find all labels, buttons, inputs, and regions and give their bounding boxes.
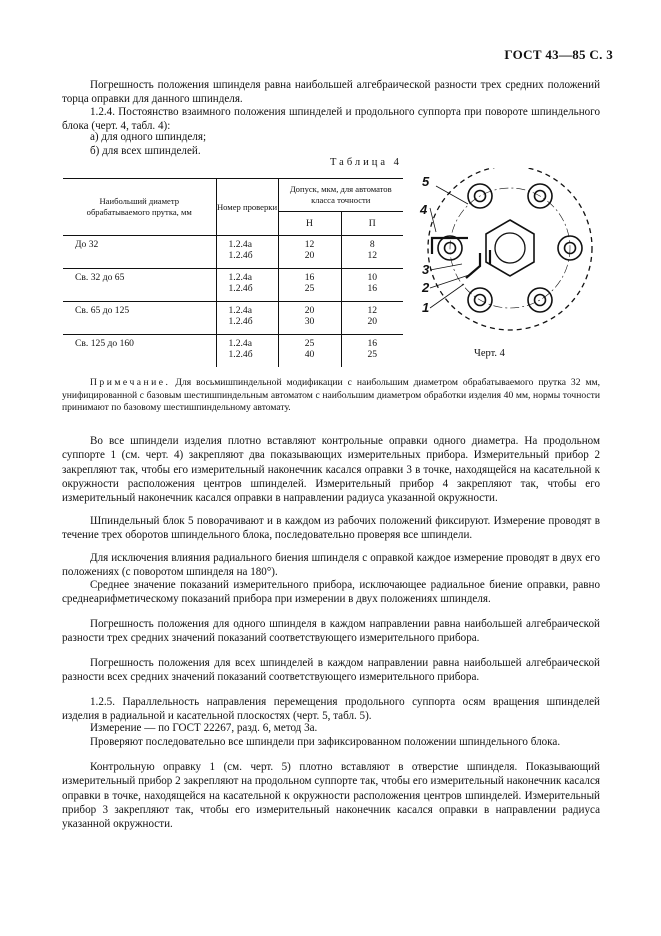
- spindle-block-circle: [428, 168, 592, 330]
- spindle-center-circle: [450, 188, 570, 308]
- figure-label-5: 5: [422, 174, 430, 189]
- header-diameter: Наибольший диаметр обрабатываемого прутка, мм: [63, 179, 216, 236]
- intro-paragraph-1: Погрешность положения шпинделя равна наибольшей алгебраической разности трех средних положений торца оправки для данного шпинделя.: [62, 79, 600, 106]
- cell-h: 16 25: [278, 269, 341, 302]
- header-tolerance: Допуск, мкм, для автоматов класса точности: [278, 179, 403, 212]
- body-paragraph-10: Контрольную оправку 1 (см. черт. 5) плотно вставляют в отверстие шпинделя. Показывающий измерительный прибор 2 закрепляют на продольном суппорте так, чтобы его измерительный наконечник касался оправки в точке, находящейся на касательной к окружности расположения центров шпинделей. Измерительный прибор 3 закрепляют так, чтобы его измерительный наконечник касался оправки в направлении радиуса указанной окружности.: [62, 761, 600, 831]
- note-paragraph: [62, 377, 600, 415]
- body-paragraph-1: Во все шпиндели изделия плотно вставляют контрольные оправки одного диаметра. На продольном суппорте 1 (см. черт. 4) закрепляют два показывающих измерительных прибора. Измерительный прибор 2 закрепляют так, чтобы его измерительный наконечник касался оправки 3 в точке, находящейся на касательной к окружности расположения центров шпинделей. Измерительный прибор 4 закрепляют так, чтобы его измерительный наконечник касался оправки в направлении радиуса указанной окружности.: [62, 435, 600, 505]
- figure-caption: Черт. 4: [474, 348, 505, 359]
- leader-lines: [430, 186, 472, 308]
- header-class-p: П: [341, 212, 403, 236]
- note-title: Примечание.: [90, 377, 171, 388]
- hexagon-center: [486, 220, 534, 276]
- cell-diameter: Св. 125 до 160: [63, 335, 216, 368]
- center-hole: [495, 233, 525, 263]
- figure-label-3: 3: [422, 262, 430, 277]
- cell-check: 1.2.4а 1.2.4б: [216, 335, 278, 368]
- figure-label-2: 2: [422, 280, 430, 295]
- cell-p: 10 16: [341, 269, 403, 302]
- body-paragraph-6: Погрешность положения для всех шпинделей в каждом направлении равна наибольшей алгебраической разности всех средних значений показаний соответствующего измерительного прибора.: [62, 657, 600, 684]
- page-header: ГОСТ 43—85 С. 3: [504, 47, 613, 62]
- cell-diameter: Св. 65 до 125: [63, 302, 216, 335]
- cell-check: 1.2.4а 1.2.4б: [216, 302, 278, 335]
- figure-label-1: 1: [422, 300, 430, 315]
- intro-paragraph-2: 1.2.4. Постоянство взаимного положения шпинделей и продольного суппорта при повороте шпиндельного блока (черт. 4, табл. 4):: [62, 106, 600, 133]
- table-caption: Таблица 4: [330, 157, 402, 168]
- table-row: [63, 302, 403, 335]
- cell-check: 1.2.4а 1.2.4б: [216, 269, 278, 302]
- body-paragraph-3: Для исключения влияния радиального биения шпинделя с оправкой каждое измерение проводят в двух его положениях (с поворотом шпинделя на 180°).: [62, 552, 600, 579]
- figure-label-4: 4: [420, 202, 428, 217]
- figure-4-drawing: [410, 168, 600, 343]
- header-check-number: Номер проверки: [216, 179, 278, 236]
- body-paragraph-7: 1.2.5. Параллельность направления перемещения продольного суппорта осям вращения шпинделей изделия в радиальной и касательной плоскостях (черт. 5, табл. 5).: [62, 696, 600, 723]
- header-class-h: Н: [278, 212, 341, 236]
- cell-h: 12 20: [278, 236, 341, 269]
- cell-p: 12 20: [341, 302, 403, 335]
- cell-h: 20 30: [278, 302, 341, 335]
- cell-diameter: Св. 32 до 65: [63, 269, 216, 302]
- spindle-icon: [438, 184, 582, 312]
- body-paragraph-5: Погрешность положения для одного шпинделя в каждом направлении равна наибольшей алгебраической разности трех средних значений показаний соответствующего измерительного прибора.: [62, 618, 600, 645]
- body-paragraph-4: Среднее значение показаний измерительного прибора, исключающее радиальное биение оправки, равно среднеарифметическому показаний прибора при измерении в двух положениях шпинделя.: [62, 579, 600, 606]
- cell-h: 25 40: [278, 335, 341, 368]
- cell-p: 16 25: [341, 335, 403, 368]
- body-paragraph-8: Измерение — по ГОСТ 22267, разд. 6, метод 3а.: [90, 722, 318, 734]
- body-paragraph-9: Проверяют последовательно все шпиндели при зафиксированном положении шпиндельного блока.: [90, 736, 561, 748]
- note-text: Для восьмишпиндельной модификации с наибольшим диаметром обрабатываемого прутка 32 мм, унифицированной с базовым шестишпиндельным автоматом с наибольшим диаметром обработки изделия 40 мм, нормы точности принимают по базовому шестишпиндельному автомату.: [62, 377, 600, 414]
- cell-p: 8 12: [341, 236, 403, 269]
- table-row: [63, 335, 403, 368]
- cell-diameter: До 32: [75, 239, 99, 250]
- intro-item-a: а) для одного шпинделя;: [90, 131, 207, 143]
- cell-check: 1.2.4а 1.2.4б: [216, 236, 278, 269]
- intro-item-b: б) для всех шпинделей.: [90, 145, 201, 157]
- body-paragraph-2: Шпиндельный блок 5 поворачивают и в каждом из рабочих положений фиксируют. Измерение проводят в течение трех оборотов шпиндельного блока, последовательно проверяя все шпиндели.: [62, 515, 600, 542]
- table-row: [63, 236, 403, 269]
- table-row: [63, 269, 403, 302]
- tolerance-table: [63, 178, 403, 367]
